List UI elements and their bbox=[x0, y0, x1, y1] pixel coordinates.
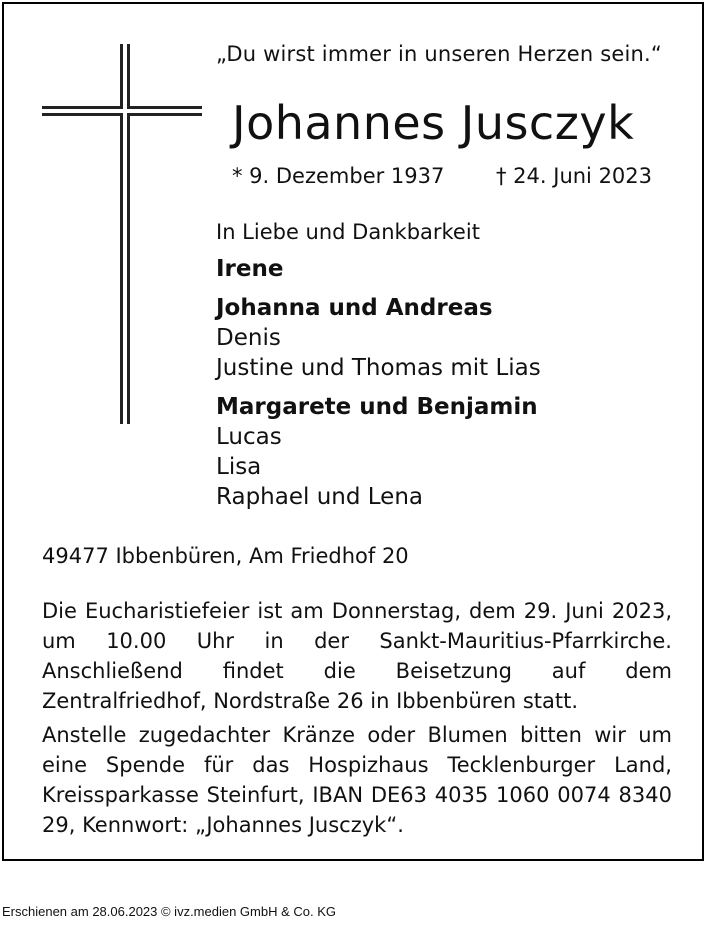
mourner-name: Lucas bbox=[216, 424, 282, 450]
deceased-name: Johannes Jusczyk bbox=[232, 96, 635, 150]
cross-icon bbox=[42, 44, 202, 424]
mourner-name: Denis bbox=[216, 325, 281, 351]
donation-info: Anstelle zugedachter Kränze oder Blumen bitten wir um eine Spende für das Hospizhaus Tecklenburger Land, Kreissparkasse Steinfurt, IBAN DE63 4035 1060 0074 8340 29, Kennwort: „Johannes Jusczyk“. bbox=[42, 723, 672, 837]
mourner-name: Justine und Thomas mit Lias bbox=[216, 355, 541, 381]
birth-date: * 9. Dezember 1937 bbox=[232, 164, 445, 188]
mourner-group-2: Johanna und Andreas bbox=[216, 295, 493, 321]
mourner-name: Raphael und Lena bbox=[216, 484, 423, 510]
death-date: † 24. Juni 2023 bbox=[496, 164, 653, 188]
obituary-notice bbox=[2, 2, 704, 861]
address: 49477 Ibbenbüren, Am Friedhof 20 bbox=[42, 544, 409, 568]
mourners-intro: In Liebe und Dankbarkeit bbox=[216, 220, 480, 244]
mourner-group-1: Irene bbox=[216, 256, 284, 282]
mourners-list bbox=[216, 218, 686, 512]
mourner-name: Lisa bbox=[216, 454, 262, 480]
publication-footer: Erschienen am 28.06.2023 © ivz.medien GmbH & Co. KG bbox=[2, 904, 337, 919]
quote: „Du wirst immer in unseren Herzen sein.“ bbox=[216, 42, 662, 66]
service-info: Die Eucharistiefeier ist am Donnerstag, dem 29. Juni 2023, um 10.00 Uhr in der Sankt-Mauritius-Pfarrkirche. Anschließend findet die Beisetzung auf dem Zentralfriedhof, Nordstraße 26 in Ibbenbüren statt. bbox=[42, 599, 672, 713]
mourner-group-3: Margarete und Benjamin bbox=[216, 394, 538, 420]
